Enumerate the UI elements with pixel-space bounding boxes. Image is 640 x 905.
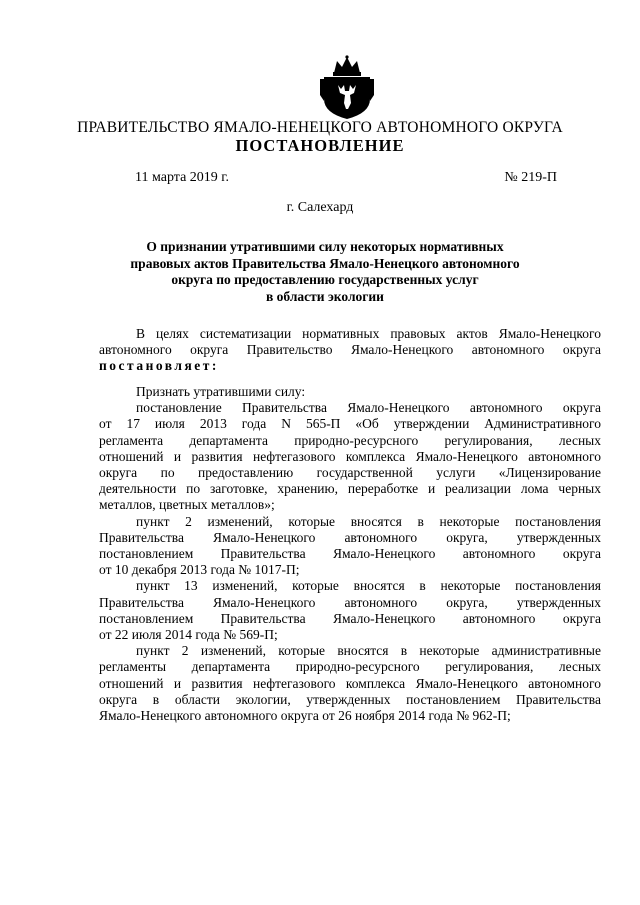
title-line: округа по предоставлению государственных услуг — [171, 272, 479, 287]
title-line: О признании утратившими силу некоторых нормативных — [146, 239, 504, 254]
item-line: отношений и развития нефтегазового комплекса Ямало-Ненецкого автономного — [99, 675, 601, 691]
document-date: 11 марта 2019 г. — [135, 170, 229, 185]
item-line: от 22 июля 2014 года № 569-П; — [99, 627, 278, 643]
government-name: ПРАВИТЕЛЬСТВО ЯМАЛО-НЕНЕЦКОГО АВТОНОМНОГО ОКРУГА — [77, 119, 563, 136]
item-line: деятельности по заготовке, хранению, переработке и реализации лома черных — [99, 481, 601, 497]
item-line: округа в области экологии, утвержденных постановлением Правительства — [99, 691, 601, 707]
item-line: округа по предоставлению государственной услуги «Лицензирование — [99, 465, 601, 481]
item-line: пункт 2 изменений, которые вносятся в некоторые постановления — [136, 513, 601, 529]
item-line: от 10 декабря 2013 года № 1017-П; — [99, 562, 300, 578]
coat-of-arms-icon — [318, 55, 376, 121]
document-city: г. Салехард — [286, 200, 354, 215]
item-line: регламенты департамента природно-ресурсного регулирования, лесных — [99, 659, 601, 675]
item-line: от 17 июля 2013 года N 565-П «Об утверждении Административного — [99, 416, 601, 432]
item-line: Ямало-Ненецкого автономного округа от 26 ноября 2014 года № 962-П; — [99, 708, 511, 724]
item-line: Правительства Ямало-Ненецкого автономного округа, утвержденных — [99, 529, 601, 545]
decree-content — [99, 384, 601, 724]
item-line: пункт 13 изменений, которые вносятся в некоторые постановления — [136, 578, 601, 594]
title-line: в области экологии — [266, 288, 384, 304]
preamble-line: автономного округа Правительство Ямало-Ненецкого автономного округа — [99, 342, 601, 358]
intro-line: Признать утратившими силу: — [136, 384, 306, 399]
preamble-line: В целях систематизации нормативных правовых актов Ямало-Ненецкого — [136, 326, 601, 341]
item-line: Правительства Ямало-Ненецкого автономного округа, утвержденных — [99, 594, 601, 610]
item-line: регламента департамента природно-ресурсного регулирования, лесных — [99, 432, 601, 448]
item-line: постановлением Правительства Ямало-Ненецкого автономного округа — [99, 546, 601, 562]
document-title — [100, 239, 550, 305]
item-line: металлов, цветных металлов»; — [99, 497, 275, 513]
item-line: постановлением Правительства Ямало-Ненецкого автономного округа — [99, 610, 601, 626]
preamble — [99, 326, 601, 375]
decree-word: постановляет: — [99, 358, 219, 374]
title-line: правовых актов Правительства Ямало-Ненецкого автономного — [130, 255, 520, 271]
item-line: отношений и развития нефтегазового комплекса Ямало-Ненецкого автономного — [99, 448, 601, 464]
item-line: постановление Правительства Ямало-Ненецкого автономного округа — [136, 400, 601, 416]
document-type: ПОСТАНОВЛЕНИЕ — [235, 136, 405, 155]
document-number: № 219-П — [504, 170, 557, 185]
item-line: пункт 2 изменений, которые вносятся в некоторые административные — [136, 643, 601, 659]
